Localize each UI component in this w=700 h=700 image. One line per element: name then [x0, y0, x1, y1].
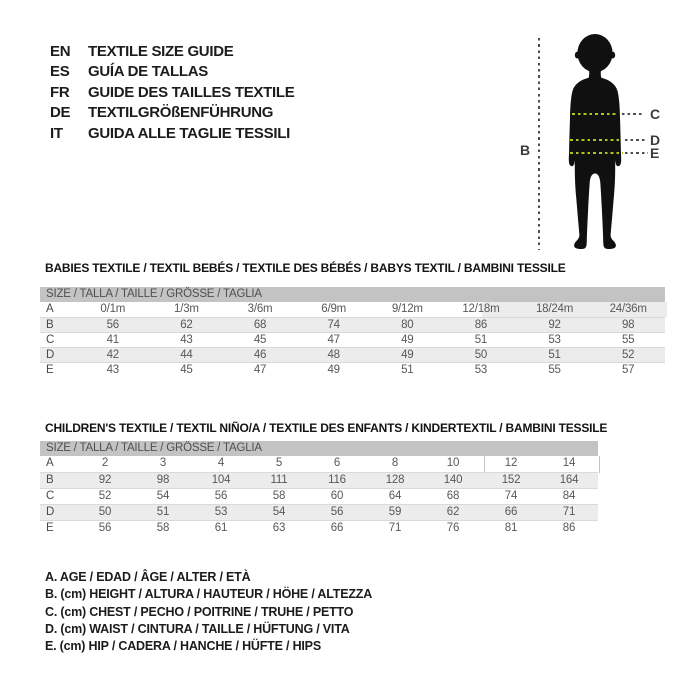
- size-row-A: [40, 456, 598, 472]
- body-measurement-diagram: [500, 25, 685, 257]
- height-label: B: [520, 142, 531, 158]
- size-cell: 98: [156, 474, 170, 486]
- size-cell: 57: [621, 364, 635, 376]
- language-code: IT: [50, 124, 63, 142]
- child-silhouette-icon: [564, 34, 626, 251]
- size-cell: 56: [214, 490, 228, 502]
- chest-label: C: [650, 106, 661, 122]
- size-cell: 71: [562, 506, 576, 518]
- size-cell: 51: [401, 364, 414, 376]
- language-row-de: [50, 103, 294, 123]
- size-cell: 68: [446, 490, 460, 502]
- size-cell: 44: [180, 349, 193, 361]
- size-cell: 46: [253, 349, 267, 361]
- language-title: GUIDA ALLE TAGLIE TESSILI: [88, 124, 290, 142]
- size-cell: 164: [559, 474, 579, 486]
- size-cell: 9/12m: [391, 303, 423, 315]
- size-cell: 58: [272, 490, 286, 502]
- size-cell: 43: [180, 334, 193, 346]
- size-cell: 14: [562, 457, 576, 469]
- size-cell: 66: [504, 506, 518, 518]
- size-cell: 50: [474, 349, 488, 361]
- language-title: TEXTILGRÖßENFÜHRUNG: [88, 104, 274, 122]
- size-cell: 5: [275, 457, 283, 469]
- size-cell: 52: [98, 490, 112, 502]
- language-code: EN: [50, 43, 71, 60]
- language-code: DE: [50, 104, 71, 122]
- size-cell: 55: [621, 334, 635, 346]
- row-label: C: [46, 490, 55, 502]
- size-cell: 10: [446, 457, 460, 469]
- babies-size-table: [40, 287, 665, 377]
- size-cell: 41: [106, 334, 120, 346]
- size-cell: 92: [98, 474, 112, 486]
- row-label: A: [46, 457, 54, 469]
- size-cell: 62: [180, 319, 193, 331]
- size-header-bar: SIZE / TALLA / TAILLE / GRÖSSE / TAGLIA: [40, 441, 598, 456]
- row-label: C: [46, 334, 55, 346]
- size-row-E: [40, 520, 598, 536]
- row-label: D: [46, 349, 55, 361]
- size-cell: 45: [180, 364, 193, 376]
- babies-section-title: BABIES TEXTILE / TEXTIL BEBÉS / TEXTILE DES BÉBÉS / BABYS TEXTIL / BAMBINI TESSILE: [45, 261, 566, 275]
- size-cell: 111: [270, 474, 288, 486]
- language-code: ES: [50, 63, 70, 81]
- language-row-en: [50, 42, 294, 62]
- size-cell: 92: [548, 319, 561, 331]
- legend-line-age: A. AGE / EDAD / ÂGE / ALTER / ETÀ: [45, 570, 251, 584]
- size-cell: 45: [253, 334, 267, 346]
- size-row-C: [40, 332, 665, 347]
- size-cell: 71: [388, 522, 402, 534]
- size-cell: 116: [328, 474, 346, 486]
- size-cell: 43: [106, 364, 120, 376]
- chest-leader-line: [622, 113, 644, 115]
- size-row-E: [40, 362, 665, 377]
- language-row-es: [50, 62, 294, 82]
- size-cell: 66: [330, 522, 344, 534]
- size-cell: 48: [327, 349, 340, 361]
- language-title: GUIDE DES TAILLES TEXTILE: [88, 83, 295, 101]
- row-label: A: [46, 303, 54, 315]
- hip-label: E: [650, 145, 660, 161]
- size-cell: 47: [253, 364, 267, 376]
- size-cell: 68: [253, 319, 267, 331]
- size-cell: 62: [446, 506, 460, 518]
- size-cell: 74: [504, 490, 518, 502]
- size-cell: 81: [504, 522, 518, 534]
- children-size-rows: [40, 456, 598, 536]
- chest-measure-line: [572, 113, 618, 115]
- size-cell: 6: [333, 457, 341, 469]
- size-cell: 47: [327, 334, 340, 346]
- size-cell: 1/3m: [174, 303, 199, 315]
- size-cell: 6/9m: [321, 303, 347, 315]
- size-cell: 0/1m: [100, 303, 126, 315]
- size-row-C: [40, 488, 598, 504]
- size-cell: 86: [474, 319, 488, 331]
- legend-line-waist: D. (cm) WAIST / CINTURA / TAILLE / HÜFTUNG / VITA: [45, 621, 350, 636]
- row-label: D: [46, 506, 55, 518]
- size-cell: 50: [98, 506, 112, 518]
- size-cell: 4: [217, 457, 225, 469]
- size-cell: 53: [214, 506, 228, 518]
- size-cell: 49: [401, 349, 414, 361]
- size-cell: 61: [214, 522, 228, 534]
- language-title: TEXTILE SIZE GUIDE: [88, 43, 234, 60]
- size-cell: 76: [446, 522, 460, 534]
- size-cell: 52: [621, 349, 635, 361]
- language-title: GUÍA DE TALLAS: [88, 63, 208, 81]
- babies-size-rows: [40, 302, 665, 377]
- size-cell: 12: [504, 457, 518, 469]
- size-cell: 54: [272, 506, 286, 518]
- language-code: FR: [50, 83, 70, 101]
- size-cell: 24/36m: [609, 303, 647, 315]
- size-row-A: [40, 302, 665, 317]
- size-cell: 2: [101, 457, 109, 469]
- size-cell: 8: [391, 457, 399, 469]
- children-section-title: CHILDREN'S TEXTILE / TEXTIL NIÑO/A / TEXTILE DES ENFANTS / KINDERTEXTIL / BAMBINI TESSILE: [45, 421, 608, 435]
- legend-line-height: B. (cm) HEIGHT / ALTURA / HAUTEUR / HÖHE / ALTEZZA: [45, 587, 373, 602]
- size-cell: 98: [621, 319, 635, 331]
- size-cell: 54: [156, 490, 170, 502]
- size-cell: 53: [548, 334, 561, 346]
- children-size-table: [40, 441, 598, 536]
- size-cell: 59: [388, 506, 402, 518]
- size-cell: 12/18m: [462, 303, 500, 315]
- size-cell: 18/24m: [535, 303, 574, 315]
- waist-label: D: [650, 132, 661, 148]
- size-cell: 58: [156, 522, 170, 534]
- height-measure-line: [538, 38, 540, 250]
- size-cell: 56: [106, 319, 120, 331]
- size-cell: 55: [548, 364, 561, 376]
- size-cell: 104: [211, 474, 231, 486]
- size-cell: 64: [388, 490, 402, 502]
- size-row-D: [40, 347, 665, 362]
- size-row-B: [40, 317, 665, 332]
- size-cell: 84: [562, 490, 576, 502]
- row-label: B: [46, 474, 54, 486]
- legend-line-chest: C. (cm) CHEST / PECHO / POITRINE / TRUHE / PETTO: [45, 604, 354, 619]
- row-label: B: [46, 319, 54, 331]
- row-label: E: [46, 522, 54, 534]
- language-row-it: [50, 124, 294, 144]
- size-header-bar: SIZE / TALLA / TAILLE / GRÖSSE / TAGLIA: [40, 287, 665, 302]
- size-row-D: [40, 504, 598, 520]
- language-title-list: [50, 42, 294, 144]
- size-cell: 53: [474, 364, 488, 376]
- row-label: E: [46, 364, 54, 376]
- size-cell: 3/6m: [247, 303, 273, 315]
- size-cell: 49: [327, 364, 340, 376]
- waist-leader-line: [625, 139, 645, 141]
- legend-line-hip: E. (cm) HIP / CADERA / HANCHE / HÜFTE / HIPS: [45, 639, 321, 654]
- size-cell: 51: [156, 506, 170, 518]
- size-cell: 51: [474, 334, 488, 346]
- size-cell: 56: [98, 522, 112, 534]
- size-cell: 3: [159, 457, 167, 469]
- size-cell: 80: [401, 319, 414, 331]
- size-cell: 56: [330, 506, 344, 518]
- size-cell: 60: [330, 490, 344, 502]
- size-cell: 152: [501, 474, 521, 486]
- hip-leader-line: [625, 152, 648, 154]
- hip-measure-line: [570, 152, 623, 154]
- size-row-B: [40, 472, 598, 488]
- language-row-fr: [50, 83, 294, 103]
- size-cell: 74: [327, 319, 340, 331]
- size-cell: 49: [401, 334, 414, 346]
- size-cell: 128: [385, 474, 405, 486]
- size-cell: 63: [272, 522, 286, 534]
- size-cell: 140: [443, 474, 463, 486]
- size-cell: 86: [562, 522, 576, 534]
- size-cell: 42: [106, 349, 120, 361]
- measure-legend: [45, 569, 372, 655]
- size-cell: 51: [548, 349, 561, 361]
- waist-measure-line: [570, 139, 622, 141]
